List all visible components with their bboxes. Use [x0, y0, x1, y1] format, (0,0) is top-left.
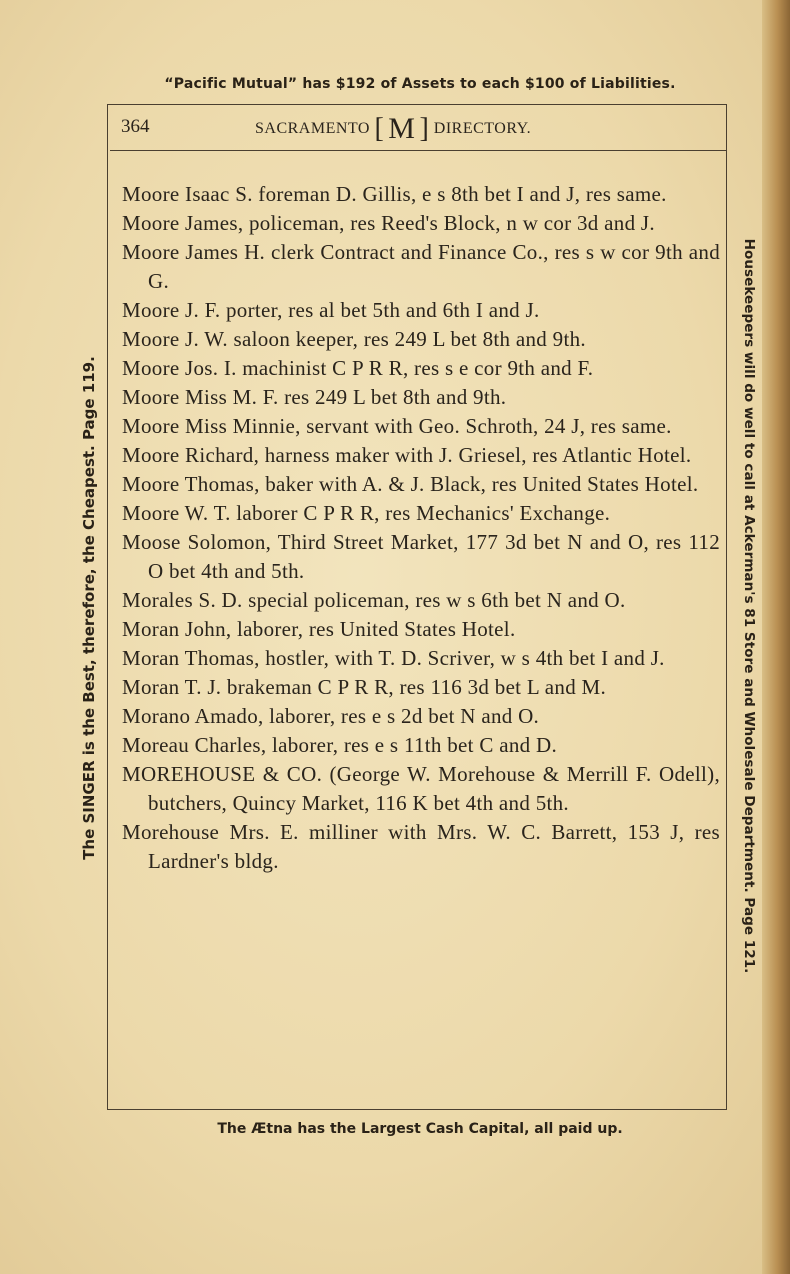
open-bracket: [: [374, 113, 385, 144]
directory-entry: Moore Richard, harness maker with J. Griesel, res Atlantic Hotel.: [122, 443, 692, 467]
directory-entry: Moore W. T. laborer C P R R, res Mechanics' Exchange.: [122, 501, 611, 525]
directory-entry: Moore Miss Minnie, servant with Geo. Schroth, 24 J, res same.: [122, 414, 672, 438]
directory-entry: Moore Isaac S. foreman D. Gillis, e s 8th bet I and J, res same.: [122, 182, 667, 206]
directory-entry: Moran John, laborer, res United States Hotel.: [122, 617, 516, 641]
page-number: 364: [121, 116, 150, 137]
directory-entry: Morehouse Mrs. E. milliner with Mrs. W. C. Barrett, 153 J, res Lardner's bldg.: [122, 820, 720, 873]
directory-entry: Morano Amado, laborer, res e s 2d bet N and O.: [122, 704, 540, 728]
head-rule: [110, 150, 726, 151]
bottom-advert: The Ætna has the Largest Cash Capital, all paid up.: [217, 1121, 623, 1137]
running-head-left-word: SACRAMENTO: [255, 120, 370, 137]
directory-entry: Moore James H. clerk Contract and Finance Co., res s w cor 9th and G.: [122, 240, 720, 293]
book-spine-edge: [762, 0, 790, 1274]
running-head-title: [255, 112, 531, 146]
right-margin-advert: Housekeepers will do well to call at Ackerman's 81 Store and Wholesale Department. Page 121.: [741, 238, 757, 974]
left-margin-advert: The SINGER is the Best, therefore, the Cheapest. Page 119.: [80, 356, 98, 860]
running-head: [107, 112, 727, 148]
directory-entry: Moran Thomas, hostler, with T. D. Scriver, w s 4th bet I and J.: [122, 646, 665, 670]
directory-entry: Moore Thomas, baker with A. & J. Black, res United States Hotel.: [122, 472, 699, 496]
directory-entry: Morales S. D. special policeman, res w s 6th bet N and O.: [122, 588, 626, 612]
directory-entry: Moore Jos. I. machinist C P R R, res s e cor 9th and F.: [122, 356, 594, 380]
directory-entry: MOREHOUSE & CO. (George W. Morehouse & Merrill F. Odell), butchers, Quincy Market, 116 K bet 4th and 5th.: [122, 762, 720, 815]
running-head-right-word: DIRECTORY.: [433, 120, 532, 137]
directory-entry: Moore J. W. saloon keeper, res 249 L bet 8th and 9th.: [122, 327, 586, 351]
directory-entry: Moore Miss M. F. res 249 L bet 8th and 9th.: [122, 385, 507, 409]
directory-entries: [122, 180, 720, 876]
directory-entry: Moran T. J. brakeman C P R R, res 116 3d bet L and M.: [122, 675, 607, 699]
directory-entry: Moore James, policeman, res Reed's Block, n w cor 3d and J.: [122, 211, 655, 235]
close-bracket: ]: [419, 113, 430, 144]
directory-entry: Moreau Charles, laborer, res e s 11th bet C and D.: [122, 733, 558, 757]
directory-entry: Moore J. F. porter, res al bet 5th and 6th I and J.: [122, 298, 540, 322]
section-letter: M: [388, 112, 416, 145]
top-advert: “Pacific Mutual” has $192 of Assets to each $100 of Liabilities.: [164, 76, 676, 92]
directory-entry: Moose Solomon, Third Street Market, 177 3d bet N and O, res 112 O bet 4th and 5th.: [122, 530, 720, 583]
